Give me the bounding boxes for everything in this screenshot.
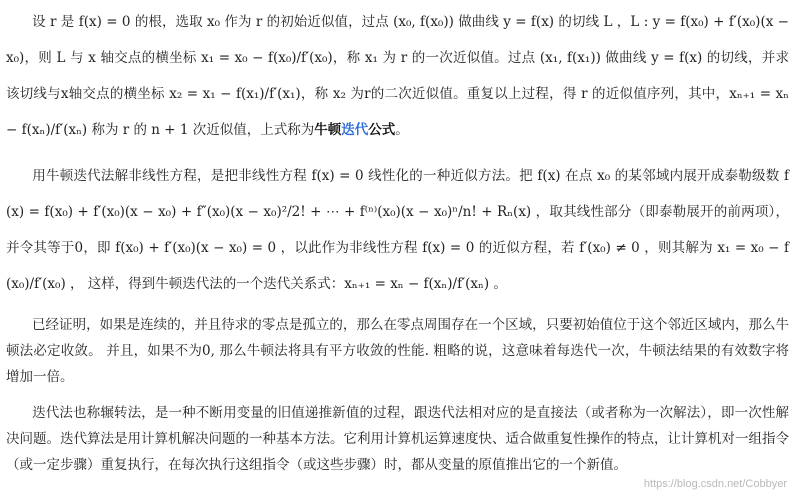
paragraph-text: 已经证明，如果是连续的，并且待求的零点是孤立的，那么在零点周围存在一个区域，只要初始值位于这个邻近区域内，那么牛顿法必定收敛。 并且，如果不为0, 那么牛顿法将具有平方收敛的性能. 粗略的说，这意味着每迭代一次，牛顿法结果的有效数字将增加一倍。 [6,317,789,385]
paragraph-convergence [6,312,789,390]
paragraph-text: 迭代法也称辗转法，是一种不断用变量的旧值递推新值的过程，跟迭代法相对应的是直接法（或者称为一次解法），即一次性解决问题。迭代算法是用计算机解决问题的一种基本方法。它利用计算机运算速度快、适合做重复性操作的特点，让计算机对一组指令（或一定步骤）重复执行，在每次执行这组指令（或这些步骤）时，都从变量的原值推出它的一个新值。 [6,405,789,473]
paragraph-taylor-expansion [6,158,789,302]
paragraph-iteration-method [6,400,789,478]
paragraph-newton-definition [6,4,789,148]
paragraph-end: 。 [395,122,409,138]
watermark: https://blog.csdn.net/Cobbyer [643,478,787,490]
paragraph-text: 用牛顿迭代法解非线性方程，是把非线性方程 f(x) = 0 线性化的一种近似方法。把 f(x) 在点 x₀ 的某邻域内展开成泰勒级数 f(x) = f(x₀) + f′(x₀)(x − x₀) + f″(x₀)(x − x₀)²/2! + ⋯ + f⁽ⁿ⁾(x₀)(x − x₀)ⁿ/n! + Rₙ(x) ，取其线性部分（即泰勒展开的前两项），并令其等于0，即 f(x₀) + f′(x₀)(x − x₀) = 0 ，以此作为非线性方程 f(x) = 0 的近似方程，若 f′(x₀) ≠ 0 ，则其解为 x₁ = x₀ − f(x₀)/f′(x₀) ， 这样，得到牛顿迭代法的一个迭代关系式：xₙ₊₁ = xₙ − f(xₙ)/f′(xₙ) 。 [6,168,789,292]
keyword-formula: 公式 [368,122,396,138]
link-iteration[interactable]: 迭代 [341,122,369,138]
keyword-newton: 牛顿 [314,122,342,138]
paragraph-text: 设 r 是 f(x) = 0 的根，选取 x₀ 作为 r 的初始近似值，过点 (x₀, f(x₀)) 做曲线 y = f(x) 的切线 L ，L : y = f(x₀) + f′(x₀)(x − x₀)，则 L 与 x 轴交点的横坐标 x₁ = x₀ − f(x₀)/f′(x₀)，称 x₁ 为 r 的一次近似值。过点 (x₁, f(x₁)) 做曲线 y = f(x) 的切线，并求该切线与x轴交点的横坐标 x₂ = x₁ − f(x₁)/f′(x₁)，称 x₂ 为r的二次近似值。重复以上过程，得 r 的近似值序列，其中，xₙ₊₁ = xₙ − f(xₙ)/f′(xₙ) 称为 r 的 n + 1 次近似值，上式称为 [6,14,789,138]
